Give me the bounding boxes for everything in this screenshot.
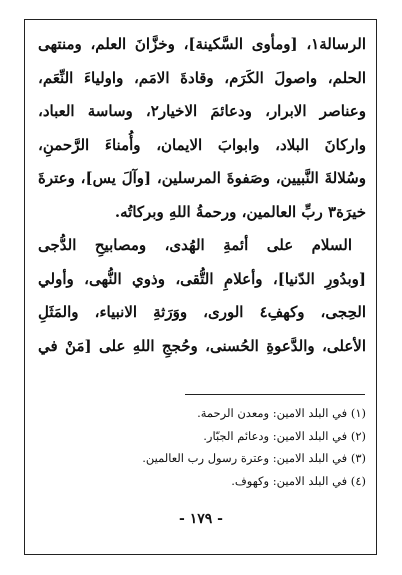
footnote: (٤) في البلد الامين: وكهوف.	[231, 473, 366, 488]
text-line: الأعلى، والدَّعوةِ الحُسنى، وحُججِ اللهِ على [مَنْ في	[38, 336, 366, 355]
footnote: (٢) في البلد الامين: ودعائم الجبّار.	[203, 428, 366, 443]
text-line: خيرَة٣ ربِّ العالمين، ورحمةُ اللهِ وبركاتُه.	[114, 202, 366, 221]
page-number: - ١٧٩ -	[179, 511, 223, 527]
text-line: وسُلالةَ النَّبيين، وصَفوةَ المرسلين، [وآلَ يس]، وعترةَ	[38, 169, 366, 187]
footnote-separator	[185, 394, 365, 395]
text-line: السلام على أئمةِ الهُدى، ومصابيحِ الدُّجى	[38, 236, 352, 254]
text-line: وعناصر الابرار، ودعائمَ الاخيار٢، وساسة العباد،	[38, 102, 366, 120]
text-line: الرسالة١، [ومأوى السَّكينة]، وخزَّانَ العلم، ومنتهى	[38, 35, 366, 53]
footnote: (١) في البلد الامين: ومعدن الرحمة.	[197, 406, 366, 420]
footnote: (٣) في البلد الامين: وعترة رسول رب العالمين.	[142, 451, 366, 465]
text-line: [وبدُورِ الدّنيا]، وأعلامِ التُّقى، وذوي النُّهى، وأولي	[38, 269, 366, 288]
text-line: الحلم، واصولَ الكَرَم، وقادةَ الامَم، واولياءَ النِّعَم،	[38, 68, 366, 87]
text-line: الحِجى، وكهفِ٤ الورى، ووَرَثةِ الانبياء، والمَثَلِ	[38, 303, 366, 321]
footnotes	[66, 402, 366, 492]
main-text	[38, 28, 366, 363]
text-line: واركانَ البلاد، وابوابَ الايمان، وأُمناءَ الرَّحمنِ،	[38, 135, 366, 154]
